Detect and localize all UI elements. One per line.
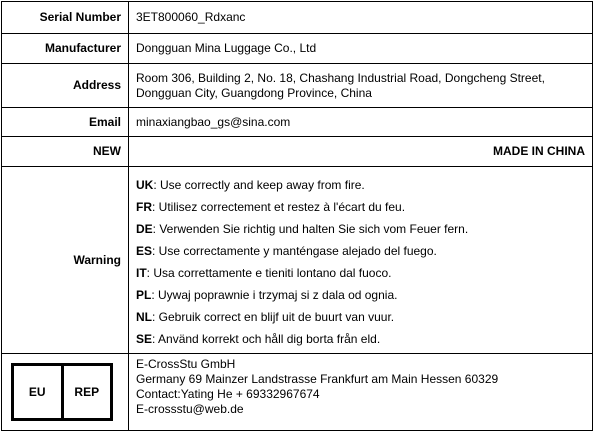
eu-rep-symbol-eu: EU: [28, 384, 46, 399]
eu-rep-row: [2, 354, 593, 431]
email-row: [2, 108, 593, 137]
manufacturer-label: Manufacturer: [2, 34, 129, 64]
eu-rep-symbol-cell: [2, 354, 129, 431]
warning-text: : Utilisez correctement et restez à l'écart du feu.: [152, 200, 406, 214]
warning-code: UK: [136, 178, 154, 192]
warning-code: DE: [136, 222, 153, 236]
address-label: Address: [2, 64, 129, 108]
eu-rep-address: Germany 69 Mainzer Landstrasse Frankfurt am Main Hessen 60329: [136, 372, 499, 386]
warning-row: [2, 167, 593, 354]
address-row: [2, 64, 593, 108]
eu-rep-symbol: [11, 363, 113, 421]
warning-line-uk: [136, 174, 585, 196]
warning-text: : Uywaj poprawnie i trzymaj si z dala od ognia.: [151, 288, 398, 302]
warning-line-se: [136, 328, 585, 350]
warning-line-fr: [136, 196, 585, 218]
warning-list: [136, 170, 585, 350]
warning-code: SE: [136, 332, 153, 346]
eu-rep-company: E-CrossStu GmbH: [136, 357, 236, 371]
manufacturer-value: Dongguan Mina Luggage Co., Ltd: [129, 34, 593, 64]
warning-code: IT: [136, 266, 147, 280]
eu-rep-info: [129, 354, 593, 431]
warning-line-es: [136, 240, 585, 262]
warning-line-pl: [136, 284, 585, 306]
serial-row: [2, 2, 593, 34]
warning-label: Warning: [2, 167, 129, 354]
new-label: NEW: [2, 137, 129, 167]
warning-code: NL: [136, 310, 152, 324]
warning-text: : Använd korrekt och håll dig borta från eld.: [152, 332, 381, 346]
warning-content: [129, 167, 593, 354]
email-label: Email: [2, 108, 129, 137]
warning-text: : Verwenden Sie richtig und halten Sie sich vom Feuer fern.: [152, 222, 469, 236]
warning-code: FR: [136, 200, 152, 214]
warning-code: ES: [136, 244, 153, 258]
address-line-2: Dongguan City, Guangdong Province, China: [136, 85, 372, 100]
address-line-1: Room 306, Building 2, No. 18, Chashang Industrial Road, Dongcheng Street,: [136, 70, 545, 85]
eu-rep-email: E-crossstu@web.de: [136, 402, 244, 416]
serial-value: 3ET800060_Rdxanc: [129, 2, 593, 34]
warning-text: : Gebruik correct en blijf uit de buurt van vuur.: [152, 310, 395, 324]
email-value: minaxiangbao_gs@sina.com: [129, 108, 593, 137]
manufacturer-row: [2, 34, 593, 64]
eu-rep-symbol-rep: REP: [61, 366, 111, 418]
warning-line-it: [136, 262, 585, 284]
warning-text: : Use correctamente y manténgase alejado del fuego.: [152, 244, 437, 258]
made-in-label: MADE IN CHINA: [129, 137, 593, 167]
new-row: [2, 137, 593, 167]
eu-rep-contact: Contact:Yating He + 69332967674: [136, 387, 320, 401]
warning-code: PL: [136, 288, 152, 302]
warning-line-nl: [136, 306, 585, 328]
serial-label: Serial Number: [2, 2, 129, 34]
product-label-table: [1, 1, 593, 431]
address-value: [129, 64, 593, 108]
warning-text: : Usa correttamente e tieniti lontano dal fuoco.: [146, 266, 392, 280]
warning-text: : Use correctly and keep away from fire.: [153, 178, 365, 192]
warning-line-de: [136, 218, 585, 240]
